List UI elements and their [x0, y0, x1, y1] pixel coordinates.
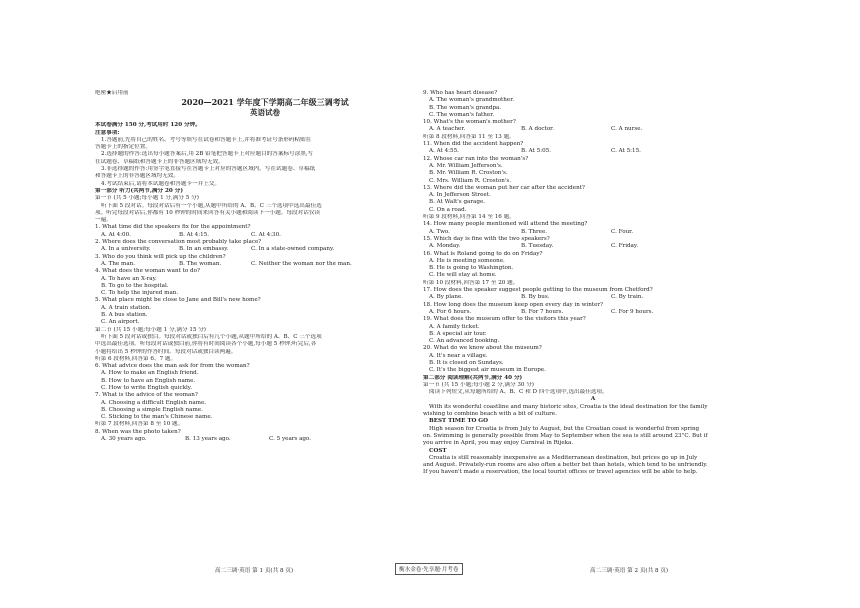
passage-instruction: 听第 8 段材料,回答第 11 至 13 题。 — [423, 133, 515, 140]
passage-label: A — [590, 396, 596, 403]
option: B. Tuesday. — [521, 243, 554, 250]
options-row — [423, 229, 763, 236]
option: C. He will stay at home. — [429, 272, 497, 279]
passage-instruction: 听第 9 段材料,回答第 14 至 16 题。 — [423, 214, 515, 221]
question-stem: 11. When did the accident happen? — [423, 141, 524, 148]
note-line: 4.考试结束后,请将本试题卷和答题卡一并上交。 — [101, 180, 220, 187]
option: B. At 4:15. — [179, 231, 209, 238]
options-row — [423, 243, 763, 250]
option: B. The woman. — [179, 260, 222, 267]
footer-left-page-number: 高二三调·英语 第 1 页(共 8 页) — [215, 568, 294, 574]
option: B. A bus station. — [101, 312, 148, 319]
option: C. The woman's father. — [429, 111, 495, 118]
option: A. At 4:00. — [101, 231, 131, 238]
option: A. The man. — [101, 260, 136, 267]
passage-line: on. Swimming is generally possible from May to September when the sea is still around 23°C. But if — [423, 432, 708, 439]
option: C. Four. — [611, 228, 634, 235]
question-stem: 1. What time did the speakers fix for the appointment? — [95, 224, 251, 231]
option: B. Three. — [521, 228, 548, 235]
option: A. He is meeting someone. — [429, 257, 505, 264]
option: C. Mrs. William R. Croston's. — [429, 177, 512, 184]
section-heading-best-time: BEST TIME TO GO — [429, 418, 488, 425]
option: C. In a state-owned company. — [251, 246, 335, 253]
option: C. To help the injured man. — [101, 290, 179, 297]
question-stem: 7. What is the advice of the woman? — [95, 392, 198, 399]
option: B. By bus. — [521, 294, 550, 301]
option: A. By plane. — [429, 294, 464, 301]
part2-section1-heading: 第一节 (共 15 小题;每小题 2 分,满分 30 分) — [423, 381, 534, 388]
options-row — [95, 261, 435, 268]
confidential-tag: 绝密★启用前 — [95, 90, 129, 96]
question-stem: 15. Which day is fine with the two speakers? — [423, 235, 550, 242]
question-stem: 13. Where did the woman put her car after the accident? — [423, 184, 585, 191]
option: B. It is closed on Sundays. — [429, 359, 504, 366]
option: C. A nurse. — [611, 126, 643, 133]
option: B. He is going to Washington. — [429, 265, 514, 272]
option: C. Sticking to the man's Chinese name. — [101, 414, 213, 421]
option: B. At 5:05. — [521, 148, 551, 155]
option: A. To have an X-ray. — [101, 275, 157, 282]
note-line: 2.选择题的作答:选出每小题答案后,用 2B 铅笔把答题卡上对应题目的答案标号涂黑,写 — [101, 151, 314, 158]
option: A. Two. — [429, 228, 450, 235]
question-stem: 6. What advice does the man ask for from the woman? — [95, 363, 250, 370]
option: C. At 4:30. — [251, 231, 281, 238]
note-line: 在试题卷、草稿纸和答题卡上的非答题区域均无效。 — [95, 158, 224, 165]
options-row — [95, 246, 435, 253]
option: A. 30 years ago. — [101, 436, 147, 443]
passage-line: High season for Croatia is from July to August, but the Croatian coast is wonderful from spring — [429, 425, 700, 432]
passage-line: and August. Privately-run rooms are also often a better bet than hotels, which tend to be unfriendly. — [423, 462, 708, 469]
question-stem: 12. Whose car ran into the woman's? — [423, 155, 529, 162]
note-line: 答题卡上的指定位置。 — [95, 144, 151, 151]
option: A. A teacher. — [429, 126, 466, 133]
question-stem: 4. What does the woman want to do? — [95, 268, 200, 275]
instruction-line: 小题将给出 5 秒钟的作答时间。每段对话或独白读两遍。 — [95, 348, 237, 355]
instruction-line: 听下面 5 段对话。每段对话后有一个小题,从题中所给的 A、B、C 三个选项中选出最佳选 — [101, 202, 322, 209]
option: C. On a road. — [429, 206, 467, 213]
note-line: 3.非选择题的作答:用签字笔直接写在答题卡上对应的答题区域内。写在试题卷、草稿纸 — [101, 166, 316, 173]
section-heading-cost: COST — [429, 447, 447, 454]
option: B. At Walt's garage. — [429, 199, 486, 206]
question-stem: 9. Who has heart disease? — [423, 90, 498, 96]
options-row — [423, 309, 763, 316]
section1-heading: 第一节 (共 5 小题;每小题 1 分,满分 5 分) — [95, 195, 199, 202]
notes-heading: 注意事项: — [95, 129, 120, 136]
instruction-line: 中选出最佳选项。听每段对话或独白前,你将有时间阅读各个小题,每小题 5 秒钟;听完后,各 — [95, 341, 317, 348]
options-row — [95, 436, 435, 443]
option: A. In Jefferson Street. — [429, 192, 491, 199]
option: A. How to make an English friend. — [101, 370, 199, 377]
option: B. The woman's grandpa. — [429, 104, 502, 111]
option: A. Choosing a difficult English name. — [101, 399, 207, 406]
option: C. 5 years ago. — [269, 436, 312, 443]
footer-center-brand: 衡水金卷·先享题·月考卷 — [395, 563, 463, 575]
option: A. The woman's grandmother. — [429, 97, 515, 104]
instruction-line: 一遍。 — [95, 217, 112, 224]
question-stem: 14. How many people mentioned will attend the meeting? — [423, 221, 588, 228]
option: B. To go to the hospital. — [101, 282, 169, 289]
right-page — [423, 90, 763, 477]
passage-line: If you haven't made a reservation, the local tourist offices or travel agencies will be able to help. — [423, 469, 698, 476]
passage-line: Croatia is still reasonably inexpensive as a Mediterranean destination, but prices go up in July — [429, 454, 698, 461]
option: A. A family ticket. — [429, 323, 480, 330]
left-page — [95, 90, 435, 443]
option: B. In an embassy. — [179, 246, 229, 253]
instruction-line: 项。听完每段对话后,你都有 10 秒钟的时间来回答有关小题和阅读下一小题。每段对话仅读 — [95, 209, 321, 216]
option: A. At 4:55. — [429, 148, 459, 155]
option: A. It's near a village. — [429, 352, 488, 359]
option: C. An advanced booking. — [429, 338, 500, 345]
option: C. By train. — [611, 294, 644, 301]
options-row — [95, 232, 435, 239]
part1-heading: 第一部分 听力(共两节,满分 20 分) — [95, 187, 183, 194]
exam-title: 2020—2021 学年度下学期高二年级三调考试 — [181, 97, 349, 108]
question-stem: 18. How long does the museum keep open every day in winter? — [423, 301, 604, 308]
note-line: 和答题卡上的非答题区域均无效。 — [95, 173, 179, 180]
option: B. Mr. William R. Croston's. — [429, 170, 508, 177]
question-stem: 19. What does the museum offer to the visitors this year? — [423, 316, 586, 323]
option: A. Mr. William Jefferson's. — [429, 162, 503, 169]
option: B. 13 years ago. — [185, 436, 231, 443]
option: A. For 6 hours. — [429, 308, 472, 315]
passage-instruction: 听第 6 段材料,回答第 6、7 题。 — [95, 355, 177, 362]
section2-heading: 第二节 (共 15 小题;每小题 1 分,满分 15 分) — [95, 326, 206, 333]
option: C. How to write English quickly. — [101, 384, 193, 391]
footer-right-page-number: 高二三调·英语 第 2 页(共 8 页) — [590, 568, 669, 574]
option: B. How to have an English name. — [101, 377, 196, 384]
options-row — [423, 126, 763, 133]
instruction-line: 听下面 5 段对话或独白。每段对话或独白后有几个小题,从题中所给的 A、B、C 三个选项 — [101, 333, 322, 340]
exam-info: 本试卷满分 150 分,考试用时 120 分钟。 — [95, 122, 201, 129]
note-line: 1.答题前,先将自己的姓名、考号等填写在试卷和答题卡上,并将准考证号条形码粘贴在 — [101, 136, 312, 143]
question-stem: 17. How does the speaker suggest people getting to the museum from Chetford? — [423, 287, 653, 294]
question-stem: 2. Where does the conversation most probably take place? — [95, 239, 262, 246]
part2-instructions: 阅读下列短文,从每题所给的 A、B、C 和 D 四个选项中,选出最佳选项。 — [429, 389, 608, 396]
option: C. An airport. — [101, 319, 140, 326]
option: C. Friday. — [611, 243, 639, 250]
notes-list — [95, 137, 435, 188]
passage-line: you arrive in April, you may enjoy Carnival in Rijeka. — [423, 440, 574, 447]
question-stem: 3. Who do you think will pick up the children? — [95, 253, 226, 260]
option: B. Choosing a simple English name. — [101, 406, 203, 413]
passage-instruction: 听第 10 段材料,回答第 17 至 20 题。 — [423, 279, 519, 286]
option: A. In a university. — [101, 246, 151, 253]
exam-subtitle: 英语试卷 — [250, 108, 280, 118]
passage-instruction: 听第 7 段材料,回答第 8 至 10 题。 — [95, 421, 184, 428]
question-stem: 20. What do we know about the museum? — [423, 345, 542, 352]
question-stem: 10. What's the woman's mother? — [423, 119, 516, 126]
passage-line: With its wonderful coastline and many historic sites, Croatia is the ideal destination for the family — [429, 403, 708, 410]
passage-line: wishing to combine beach with a bit of culture. — [423, 411, 557, 418]
question-stem: 16. What is Roland going to do on Friday? — [423, 250, 543, 257]
options-row — [423, 294, 763, 301]
question-stem: 8. When was the photo taken? — [95, 428, 181, 435]
option: C. It's the biggest air museum in Europe. — [429, 367, 546, 374]
option: C. At 5:15. — [611, 148, 641, 155]
option: C. Neither the woman nor the man. — [251, 260, 352, 267]
question-stem: 5. What place might be close to Jane and Bill's new home? — [95, 297, 261, 304]
option: A. A train station. — [101, 304, 152, 311]
option: B. A special air tour. — [429, 330, 487, 337]
option: C. For 9 hours. — [611, 308, 654, 315]
options-row — [423, 148, 763, 155]
option: B. For 7 hours. — [521, 308, 564, 315]
part2-heading: 第二部分 阅读理解(共两节,满分 40 分) — [423, 374, 523, 381]
option: A. Monday. — [429, 243, 461, 250]
option: B. A doctor. — [521, 126, 555, 133]
